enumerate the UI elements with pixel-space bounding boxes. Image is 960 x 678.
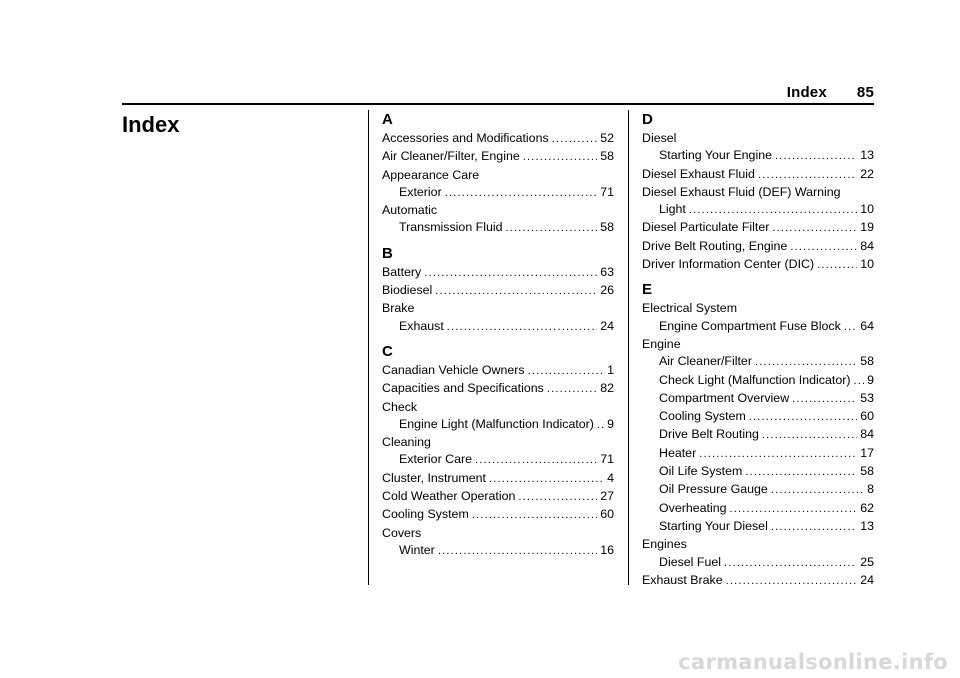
dot-leader xyxy=(523,149,597,166)
entry-label: Exhaust xyxy=(399,318,444,333)
index-subentry xyxy=(642,318,874,336)
dot-leader xyxy=(518,489,597,506)
index-section xyxy=(642,110,874,274)
dot-leader xyxy=(489,471,604,488)
entry-page: 19 xyxy=(860,220,874,235)
index-entry xyxy=(382,362,614,380)
entry-label: Air Cleaner/Filter xyxy=(659,354,752,369)
dot-leader xyxy=(771,482,864,499)
entry-page: 27 xyxy=(600,489,614,504)
entry-page: 82 xyxy=(600,381,614,396)
index-subentry xyxy=(642,390,874,408)
entry-page: 60 xyxy=(600,507,614,522)
entry-label: Compartment Overview xyxy=(659,390,790,405)
entry-label: Driver Information Center (DIC) xyxy=(642,257,815,272)
index-entry xyxy=(382,488,614,506)
index-subentry xyxy=(642,372,874,390)
entry-page: 24 xyxy=(600,318,614,333)
dot-leader xyxy=(853,373,864,390)
dot-leader xyxy=(775,148,857,165)
entry-page: 62 xyxy=(860,500,874,515)
index-entry xyxy=(642,572,874,590)
index-subentry xyxy=(642,518,874,536)
entry-label: Canadian Vehicle Owners xyxy=(382,362,525,377)
index-heading-entry: Automatic xyxy=(382,203,438,218)
entry-label: Engine Light (Malfunction Indicator) xyxy=(399,416,594,431)
dot-leader xyxy=(506,220,598,237)
index-section xyxy=(382,244,614,336)
index-section xyxy=(642,280,874,590)
dot-leader xyxy=(758,167,857,184)
entry-page: 4 xyxy=(607,470,614,485)
index-subentry xyxy=(382,542,614,560)
entry-label: Capacities and Specifications xyxy=(382,381,544,396)
index-subentry xyxy=(642,408,874,426)
index-entry xyxy=(642,238,874,256)
entry-page: 9 xyxy=(607,416,614,431)
dot-leader xyxy=(790,239,857,256)
entry-page: 1 xyxy=(607,362,614,377)
entry-page: 13 xyxy=(860,518,874,533)
entry-page: 10 xyxy=(860,257,874,272)
entry-page: 53 xyxy=(860,390,874,405)
section-letter: C xyxy=(382,342,393,360)
entry-page: 52 xyxy=(600,131,614,145)
index-heading-entry: Brake xyxy=(382,301,415,316)
entry-page: 8 xyxy=(867,482,874,497)
entry-label: Winter xyxy=(399,542,435,557)
dot-leader xyxy=(438,543,597,560)
index-subentry xyxy=(642,500,874,518)
entry-page: 17 xyxy=(860,445,874,460)
entry-label: Check Light (Malfunction Indicator) xyxy=(659,372,851,387)
entry-label: Cooling System xyxy=(659,409,746,424)
entry-label: Air Cleaner/Filter, Engine xyxy=(382,149,520,164)
index-section xyxy=(382,110,614,238)
entry-page: 9 xyxy=(867,372,874,387)
index-heading-entry: Electrical System xyxy=(642,301,738,316)
index-entry xyxy=(382,506,614,524)
index-entry xyxy=(642,256,874,274)
entry-label: Cluster, Instrument xyxy=(382,470,486,485)
dot-leader xyxy=(724,555,857,572)
dot-leader xyxy=(726,573,858,590)
index-heading-entry: Engines xyxy=(642,537,687,552)
entry-label: Oil Life System xyxy=(659,464,743,479)
entry-label: Engine Compartment Fuse Block xyxy=(659,318,841,333)
section-letter: E xyxy=(642,281,653,299)
dot-leader xyxy=(749,409,857,426)
index-entry xyxy=(382,264,614,282)
watermark: carmanualsonline.info xyxy=(678,650,948,674)
index-entry xyxy=(382,130,614,148)
column-divider xyxy=(368,110,369,585)
dot-leader xyxy=(597,417,604,434)
dot-leader xyxy=(699,446,857,463)
entry-label: Cold Weather Operation xyxy=(382,489,516,504)
index-heading-entry: Engine xyxy=(642,336,681,351)
index-subentry xyxy=(642,426,874,444)
index-heading-entry: Covers xyxy=(382,525,422,540)
entry-label: Cooling System xyxy=(382,507,469,522)
dot-leader xyxy=(755,354,857,371)
entry-label: Transmission Fluid xyxy=(399,220,503,235)
index-entry xyxy=(642,219,874,237)
section-letter: D xyxy=(642,111,653,128)
entry-label: Overheating xyxy=(659,500,727,515)
entry-page: 60 xyxy=(860,409,874,424)
entry-page: 84 xyxy=(860,427,874,442)
index-column-2 xyxy=(642,110,874,590)
entry-page: 26 xyxy=(600,283,614,298)
dot-leader xyxy=(792,391,857,408)
index-subentry xyxy=(642,554,874,572)
entry-page: 63 xyxy=(600,264,614,279)
dot-leader xyxy=(762,427,857,444)
entry-page: 71 xyxy=(600,452,614,467)
dot-leader xyxy=(445,185,598,202)
entry-page: 10 xyxy=(860,202,874,217)
column-divider xyxy=(628,110,629,585)
index-subentry xyxy=(382,451,614,469)
index-heading-entry: Cleaning xyxy=(382,435,431,450)
page-title: Index xyxy=(122,112,180,137)
index-subentry xyxy=(642,147,874,165)
entry-label: Drive Belt Routing xyxy=(659,427,759,442)
index-subentry xyxy=(642,353,874,371)
index-subentry xyxy=(642,445,874,463)
entry-label: Starting Your Engine xyxy=(659,148,772,163)
entry-label: Diesel Fuel xyxy=(659,554,721,569)
entry-page: 58 xyxy=(860,464,874,479)
index-entry xyxy=(642,166,874,184)
index-entry xyxy=(382,380,614,398)
section-letter: B xyxy=(382,244,393,262)
index-subentry xyxy=(642,201,874,219)
entry-label: Battery xyxy=(382,264,422,279)
entry-label: Heater xyxy=(659,445,697,460)
index-heading-entry: Check xyxy=(382,399,418,414)
page-number: 85 xyxy=(856,84,874,101)
entry-page: 16 xyxy=(600,542,614,557)
index-heading-entry: Appearance Care xyxy=(382,167,480,182)
dot-leader xyxy=(844,319,857,336)
entry-label: Exterior Care xyxy=(399,452,472,467)
entry-label: Light xyxy=(659,202,686,217)
index-entry xyxy=(382,282,614,300)
dot-leader xyxy=(745,464,857,481)
index-section xyxy=(382,342,614,560)
dot-leader xyxy=(547,381,597,398)
entry-label: Oil Pressure Gauge xyxy=(659,482,768,497)
entry-label: Accessories and Modifications xyxy=(382,131,549,145)
dot-leader xyxy=(689,202,857,219)
entry-page: 58 xyxy=(860,354,874,369)
header-section: Index xyxy=(786,84,827,101)
dot-leader xyxy=(472,507,597,524)
entry-page: 22 xyxy=(860,166,874,181)
dot-leader xyxy=(552,131,598,148)
entry-label: Starting Your Diesel xyxy=(659,518,768,533)
index-subentry xyxy=(382,416,614,434)
index-heading-entry: Diesel Exhaust Fluid (DEF) Warning xyxy=(642,184,841,199)
entry-label: Exhaust Brake xyxy=(642,572,723,587)
entry-page: 71 xyxy=(600,184,614,199)
dot-leader xyxy=(528,363,605,380)
entry-label: Diesel Particulate Filter xyxy=(642,220,770,235)
dot-leader xyxy=(435,283,597,300)
entry-page: 58 xyxy=(600,220,614,235)
dot-leader xyxy=(475,452,597,469)
entry-label: Drive Belt Routing, Engine xyxy=(642,238,788,253)
running-header xyxy=(787,84,874,101)
dot-leader xyxy=(771,519,857,536)
entry-page: 64 xyxy=(860,318,874,333)
entry-label: Exterior xyxy=(399,184,442,199)
dot-leader xyxy=(730,501,858,518)
index-column-1 xyxy=(382,110,614,560)
dot-leader xyxy=(447,319,597,336)
entry-page: 13 xyxy=(860,148,874,163)
section-letter: A xyxy=(382,111,393,128)
index-entry xyxy=(382,148,614,166)
entry-label: Biodiesel xyxy=(382,283,433,298)
index-entry xyxy=(382,470,614,488)
index-subentry xyxy=(382,184,614,202)
index-subentry xyxy=(642,463,874,481)
dot-leader xyxy=(817,257,857,274)
entry-page: 24 xyxy=(860,572,874,587)
index-subentry xyxy=(382,318,614,336)
entry-label: Diesel Exhaust Fluid xyxy=(642,166,755,181)
index-heading-entry: Diesel xyxy=(642,131,677,145)
header-rule xyxy=(122,103,874,105)
dot-leader xyxy=(772,220,857,237)
dot-leader xyxy=(424,265,597,282)
entry-page: 25 xyxy=(860,554,874,569)
index-subentry xyxy=(382,219,614,237)
index-subentry xyxy=(642,481,874,499)
entry-page: 84 xyxy=(860,238,874,253)
entry-page: 58 xyxy=(600,149,614,164)
